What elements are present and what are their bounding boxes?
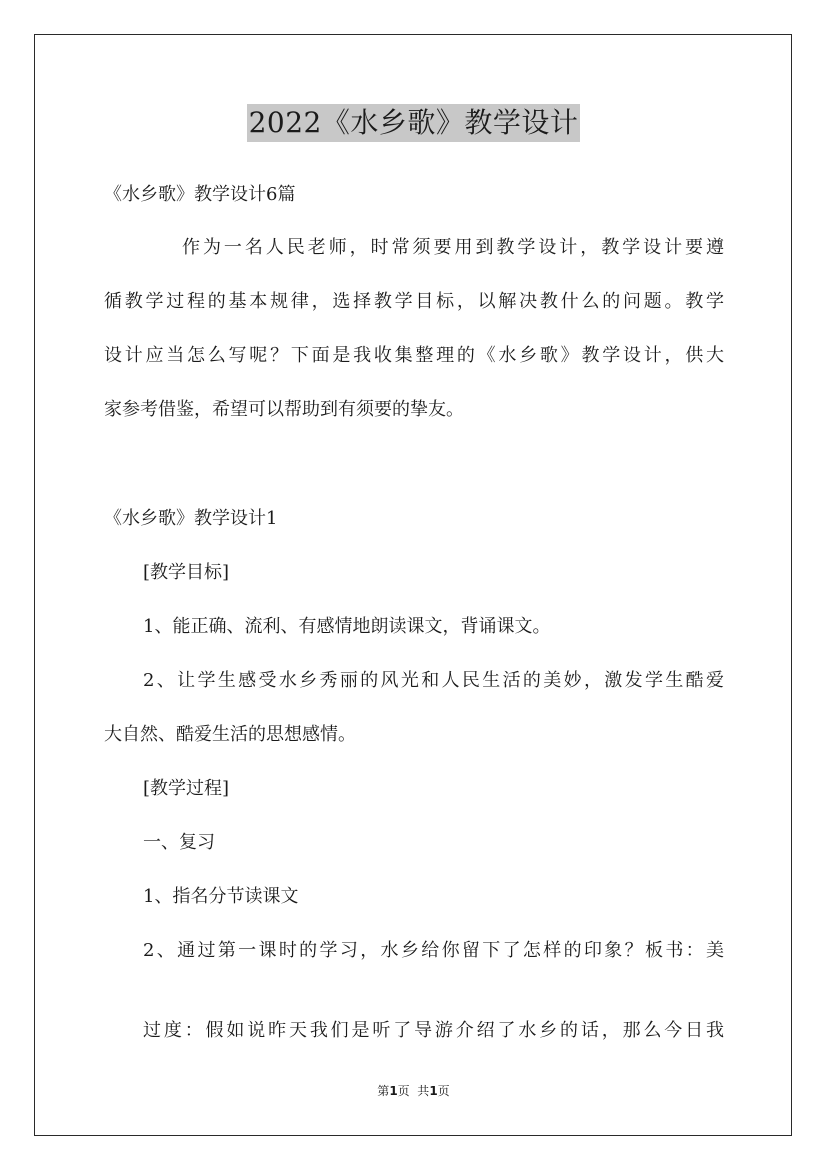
intro-line-1: 作为一名人民老师，时常须要用到教学设计，教学设计要遵 [182,237,724,258]
footer-page-current: 1 [389,1084,398,1098]
intro-line-3: 设计应当怎么写呢？下面是我收集整理的《水乡歌》教学设计，供大 [104,345,724,366]
footer-page-prefix: 第 [377,1084,390,1098]
review-item-2: 2、通过第一课时的学习，水乡给你留下了怎样的印象？板书：美 [143,940,724,961]
intro-line-4: 家参考借鉴，希望可以帮助到有须要的挚友。 [104,399,464,420]
goal-item-2-line-2: 大自然、酷爱生活的思想感情。 [104,724,356,745]
step-review-heading: 一、复习 [143,832,215,853]
process-label: [教学过程] [143,778,230,799]
footer-page-suffix: 页 [437,1084,450,1098]
document-title-wrapper [0,104,827,142]
goal-item-2-line-1: 2、让学生感受水乡秀丽的风光和人民生活的美妙，激发学生酷爱 [143,670,724,691]
section-heading: 《水乡歌》教学设计1 [104,508,278,529]
document-subtitle: 《水乡歌》教学设计6篇 [104,184,296,205]
footer-page-mid: 页 共 [397,1084,430,1098]
transition-text: 过度：假如说昨天我们是听了导游介绍了水乡的话，那么今日我 [143,1020,724,1041]
goals-label: [教学目标] [143,562,230,583]
page-footer [0,1083,827,1099]
document-title: 2022《水乡歌》教学设计 [247,104,581,142]
footer-page-total: 1 [429,1084,438,1098]
intro-line-2: 循教学过程的基本规律，选择教学目标，以解决教什么的问题。教学 [104,291,724,312]
goal-item-1: 1、能正确、流利、有感情地朗读课文，背诵课文。 [143,616,551,637]
review-item-1: 1、指名分节读课文 [143,886,299,907]
